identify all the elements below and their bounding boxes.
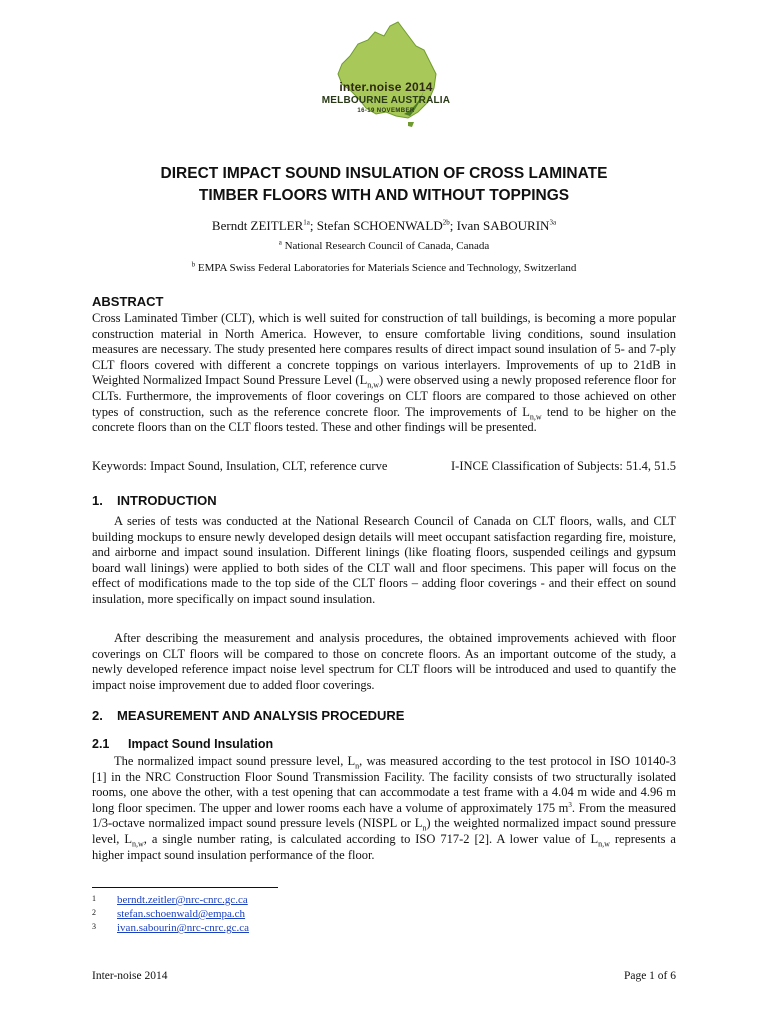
keywords-line	[92, 459, 676, 474]
logo-title: inter.noise 2014	[339, 80, 433, 94]
author-name: Berndt ZEITLER	[211, 218, 304, 233]
intro-paragraph-1: A series of tests was conducted at the National Research Council of Canada on CLT floors, walls, and CLT building mockups to ensure newly developed design details will meet occupant satisfaction regarding fire, moisture, and airborne and impact sound insulation. Different linings (like floating floors, suspended ceilings and gypsum board wall linings) were applied to both sides of the CLT wall and floor specimens. This paper will focus on the effect of modifications made to the top side of the CLT floors – adding floor coverings - and their effect on sound insulation, more specifically on impact sound insulation.	[92, 514, 676, 606]
footer-page-number: Page 1 of 6	[623, 970, 676, 982]
author-list: Berndt $ZEITLER^{1a}$; Stefan $SCHOENWALD^{2b}$; Ivan $SABOURIN^{3a}$	[211, 218, 557, 233]
intro-paragraph-2: After describing the measurement and analysis procedures, the obtained improvements achieved with floor coverings on CLT floors will be compared to those on concrete floors. As an important outcome of the study, a newly developed reference impact noise level spectrum for CLT floors will be introduced and used to quantify the impact noise improvement due to added floor coverings.	[92, 631, 676, 692]
author-name: Ivan SABOURIN	[456, 218, 550, 233]
email-link[interactable]: ivan.sabourin@nrc-cnrc.gc.ca	[117, 922, 249, 934]
author-mark: 1a	[303, 218, 310, 227]
author-name: Stefan SCHOENWALD	[316, 218, 443, 233]
logo-dates: 16-19 NOVEMBER	[357, 108, 415, 114]
classification: I-INCE Classification of Subjects: 51.4, 51.5	[451, 459, 676, 473]
section-heading-measurement: 2. MEASUREMENT AND ANALYSIS PROCEDURE	[92, 708, 405, 723]
conference-logo	[320, 18, 452, 128]
footnote-1: 1 berndt.zeitler@nrc-cnrc.gc.ca	[92, 894, 248, 906]
subsection-heading-impact: 2.1 Impact Sound Insulation	[92, 737, 274, 751]
footnote-3: 3 ivan.sabourin@nrc-cnrc.gc.ca	[92, 922, 249, 934]
footer-conference: Inter-noise 2014	[92, 970, 168, 982]
abstract-text: Cross Laminated Timber (CLT), which is well suited for construction of tall buildings, is becoming a more popular construction material in North America. However, to ensure comfortable living conditions, sound insulation measures are necessary. The study presented here compares results of direct impact sound insulation of 5- and 7-ply CLT floors covered with different a concrete toppings on various interlayers. Improvements of up to 21dB in Weighted Normalized Impact Sound Pressure Level $(L_{n,w})$ were observed using a newly proposed reference floor for CLTs. Furthermore, the improvements of floor coverings on CLT floors are compared to those achieved on other types of construction, such as the reference concrete floor. The improvements of $L_{n,w}$ tend to be higher on the concrete floors than on the CLT floors tested. These and other findings will be presented.	[92, 311, 677, 435]
author-mark: 3a	[549, 218, 557, 227]
abstract-heading: ABSTRACT	[92, 294, 164, 309]
impact-paragraph: The normalized impact sound pressure level, $L_n$, was measured according to the test protocol in ISO 10140-3 [1] in the NRC Construction Floor Sound Transmission Facility. The facility consists of two structurally isolated rooms, one above the other, with a test opening that can accommodate a test frame with a 4.04 m wide and 4.96 m long floor specimen. The upper and lower rooms each have a volume of approximately 175 $m^3$. From the measured 1/3-octave normalized impact sound pressure levels (NISPL or $L_n$) the weighted normalized impact sound pressure level, $L_{n,w}$, a single number rating, is calculated according to ISO 717-2 [2]. A lower value of $L_{n,w}$ represents a higher impact sound insulation performance of the floor.	[92, 754, 676, 862]
affiliation-b: $^b$ EMPA Swiss Federal Laboratories for Materials Science and Technology, Switzerland	[191, 260, 577, 274]
paper-title-line-2: TIMBER FLOORS WITH AND WITHOUT TOPPINGS	[198, 187, 570, 204]
footnote-divider	[92, 887, 278, 888]
author-mark: 2b	[442, 218, 450, 227]
footnote-2: 2 stefan.schoenwald@empa.ch	[92, 908, 246, 920]
email-link[interactable]: berndt.zeitler@nrc-cnrc.gc.ca	[117, 894, 248, 906]
affiliation-a: $^a$ National Research Council of Canada, Canada	[278, 238, 490, 252]
paper-title-line-1: DIRECT IMPACT SOUND INSULATION OF CROSS LAMINATE	[160, 165, 608, 182]
section-heading-introduction: 1. INTRODUCTION	[92, 493, 217, 508]
keywords: Keywords: Impact Sound, Insulation, CLT, reference curve	[92, 459, 388, 473]
email-link[interactable]: stefan.schoenwald@empa.ch	[117, 908, 246, 920]
logo-location: MELBOURNE AUSTRALIA	[321, 95, 451, 106]
